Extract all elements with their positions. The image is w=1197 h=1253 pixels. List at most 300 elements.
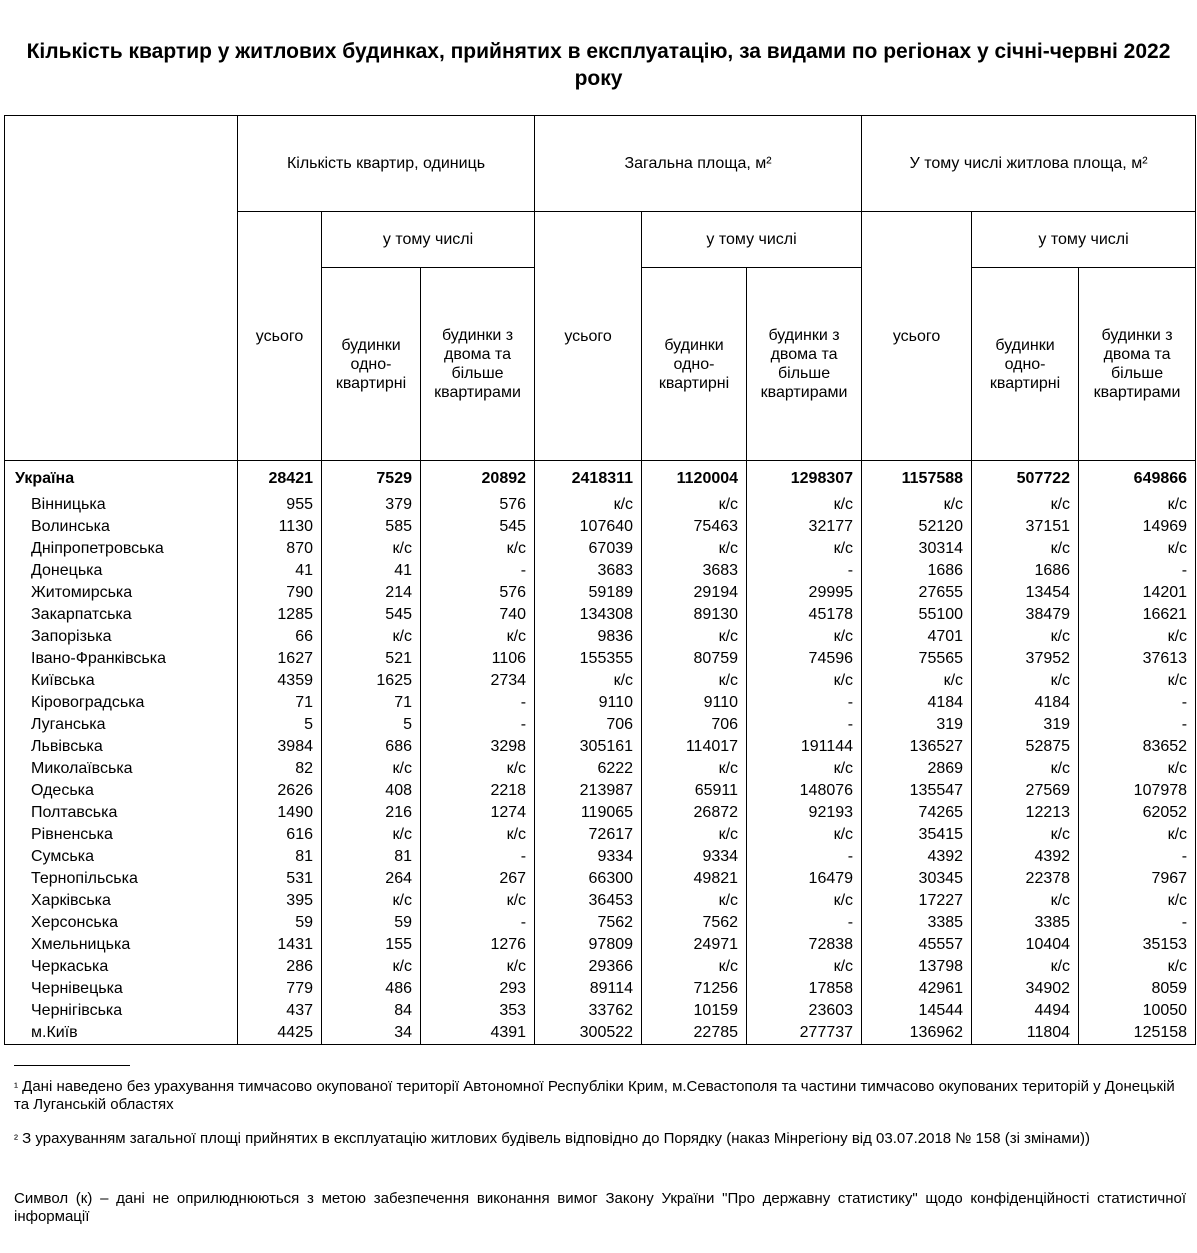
value-cell: 576 [421, 582, 535, 604]
region-name: Луганська [5, 714, 238, 736]
region-name: Україна [5, 461, 238, 491]
value-cell: 71 [322, 692, 421, 714]
value-cell: 80759 [642, 648, 747, 670]
value-cell: к/с [1079, 758, 1196, 780]
value-cell: к/с [642, 890, 747, 912]
region-header-cell [5, 116, 238, 461]
value-cell: 3385 [972, 912, 1079, 934]
region-name: Запорізька [5, 626, 238, 648]
value-cell: 545 [421, 516, 535, 538]
value-cell: 34902 [972, 978, 1079, 1000]
value-cell: 155355 [535, 648, 642, 670]
table-row [5, 912, 1196, 934]
value-cell: 12213 [972, 802, 1079, 824]
value-cell: 7967 [1079, 868, 1196, 890]
value-cell: 55100 [862, 604, 972, 626]
value-cell: 3385 [862, 912, 972, 934]
table-row [5, 648, 1196, 670]
value-cell: к/с [747, 758, 862, 780]
value-cell: 1285 [238, 604, 322, 626]
value-cell: к/с [642, 670, 747, 692]
value-cell: 2418311 [535, 461, 642, 491]
region-name: Кіровоградська [5, 692, 238, 714]
value-cell: 267 [421, 868, 535, 890]
value-cell: 155 [322, 934, 421, 956]
value-cell: к/с [972, 626, 1079, 648]
value-cell: 35415 [862, 824, 972, 846]
value-cell: 740 [421, 604, 535, 626]
value-cell: 17858 [747, 978, 862, 1000]
table-row [5, 890, 1196, 912]
value-cell: к/с [972, 890, 1079, 912]
value-cell: - [747, 912, 862, 934]
value-cell: 1276 [421, 934, 535, 956]
value-cell: 1130 [238, 516, 322, 538]
value-cell: - [421, 692, 535, 714]
group-header-quantity: Кількість квартир, одиниць [238, 116, 535, 212]
data-table [4, 115, 1196, 1045]
value-cell: 779 [238, 978, 322, 1000]
value-cell: 71 [238, 692, 322, 714]
footnote-1-mark: ¹ [14, 1080, 18, 1094]
value-cell: 66300 [535, 868, 642, 890]
value-cell: - [1079, 912, 1196, 934]
table-row [5, 604, 1196, 626]
value-cell: 3683 [642, 560, 747, 582]
value-cell: 134308 [535, 604, 642, 626]
table-row [5, 824, 1196, 846]
value-cell: 136527 [862, 736, 972, 758]
value-cell: 576 [421, 490, 535, 516]
value-cell: к/с [535, 490, 642, 516]
footnote-1 [14, 1078, 1186, 1114]
value-cell: 264 [322, 868, 421, 890]
value-cell: 14969 [1079, 516, 1196, 538]
value-cell: 81 [238, 846, 322, 868]
value-cell: 531 [238, 868, 322, 890]
value-cell: к/с [322, 758, 421, 780]
value-cell: 3683 [535, 560, 642, 582]
value-cell: 545 [322, 604, 421, 626]
value-cell: 9334 [535, 846, 642, 868]
value-cell: 5 [238, 714, 322, 736]
value-cell: 45178 [747, 604, 862, 626]
value-cell: 74265 [862, 802, 972, 824]
value-cell: к/с [1079, 626, 1196, 648]
value-cell: 6222 [535, 758, 642, 780]
header-area-multi: будинки з двома та більше квартирами [747, 268, 862, 461]
value-cell: 1274 [421, 802, 535, 824]
value-cell: 33762 [535, 1000, 642, 1022]
table-body [5, 461, 1196, 1045]
value-cell: 89114 [535, 978, 642, 1000]
value-cell: 37151 [972, 516, 1079, 538]
value-cell: к/с [322, 538, 421, 560]
value-cell: 71256 [642, 978, 747, 1000]
value-cell: к/с [642, 490, 747, 516]
table-row [5, 692, 1196, 714]
value-cell: 72838 [747, 934, 862, 956]
value-cell: 1625 [322, 670, 421, 692]
value-cell: 955 [238, 490, 322, 516]
value-cell: к/с [322, 890, 421, 912]
value-cell: 649866 [1079, 461, 1196, 491]
table-row [5, 978, 1196, 1000]
footnote-2-mark: ² [14, 1132, 18, 1146]
symbol-note: Символ (к) – дані не оприлюднюються з метою забезпечення виконання вимог Закону України "Про державну статистику" щодо конфіденційності статистичної інформації [14, 1190, 1186, 1225]
value-cell: к/с [642, 956, 747, 978]
value-cell: 9110 [642, 692, 747, 714]
value-cell: 790 [238, 582, 322, 604]
region-name: м.Київ [5, 1022, 238, 1045]
value-cell: 62052 [1079, 802, 1196, 824]
value-cell: к/с [642, 824, 747, 846]
value-cell: 20892 [421, 461, 535, 491]
value-cell: 1120004 [642, 461, 747, 491]
value-cell: к/с [862, 490, 972, 516]
value-cell: 8059 [1079, 978, 1196, 1000]
value-cell: 10050 [1079, 1000, 1196, 1022]
value-cell: 45557 [862, 934, 972, 956]
value-cell: к/с [421, 956, 535, 978]
value-cell: к/с [1079, 670, 1196, 692]
value-cell: 706 [535, 714, 642, 736]
value-cell: 1686 [862, 560, 972, 582]
value-cell: 10404 [972, 934, 1079, 956]
value-cell: к/с [747, 538, 862, 560]
value-cell: 26872 [642, 802, 747, 824]
value-cell: к/с [421, 824, 535, 846]
value-cell: к/с [535, 670, 642, 692]
value-cell: к/с [747, 824, 862, 846]
value-cell: 4391 [421, 1022, 535, 1045]
value-cell: - [1079, 846, 1196, 868]
region-name: Івано-Франківська [5, 648, 238, 670]
value-cell: 49821 [642, 868, 747, 890]
value-cell: 66 [238, 626, 322, 648]
value-cell: 1431 [238, 934, 322, 956]
table-row [5, 780, 1196, 802]
value-cell: 2626 [238, 780, 322, 802]
value-cell: 4184 [972, 692, 1079, 714]
value-cell: 37613 [1079, 648, 1196, 670]
value-cell: 36453 [535, 890, 642, 912]
value-cell: 319 [862, 714, 972, 736]
value-cell: 74596 [747, 648, 862, 670]
value-cell: 37952 [972, 648, 1079, 670]
value-cell: к/с [642, 538, 747, 560]
value-cell: 84 [322, 1000, 421, 1022]
region-name: Донецька [5, 560, 238, 582]
table-row [5, 626, 1196, 648]
value-cell: 92193 [747, 802, 862, 824]
value-cell: к/с [1079, 956, 1196, 978]
value-cell: 59189 [535, 582, 642, 604]
table-row [5, 956, 1196, 978]
value-cell: к/с [747, 626, 862, 648]
value-cell: 353 [421, 1000, 535, 1022]
value-cell: 9836 [535, 626, 642, 648]
value-cell: 24971 [642, 934, 747, 956]
footnote-divider [14, 1065, 130, 1066]
region-name: Черкаська [5, 956, 238, 978]
value-cell: 107978 [1079, 780, 1196, 802]
header-area-including: у тому числі [642, 212, 862, 268]
value-cell: 27569 [972, 780, 1079, 802]
value-cell: 2218 [421, 780, 535, 802]
value-cell: 97809 [535, 934, 642, 956]
value-cell: 52120 [862, 516, 972, 538]
footnote-1-text: Дані наведено без урахування тимчасово окупованої території Автономної Республіки Крим, м.Севастополя та частини тимчасово окупованих територій у Донецькій та Луганській областях [14, 1078, 1175, 1113]
value-cell: 1157588 [862, 461, 972, 491]
value-cell: 82 [238, 758, 322, 780]
value-cell: 10159 [642, 1000, 747, 1022]
value-cell: 16479 [747, 868, 862, 890]
value-cell: к/с [322, 824, 421, 846]
value-cell: 319 [972, 714, 1079, 736]
value-cell: 2734 [421, 670, 535, 692]
value-cell: - [421, 846, 535, 868]
value-cell: 7562 [535, 912, 642, 934]
value-cell: 119065 [535, 802, 642, 824]
header-quantity-total: усього [238, 212, 322, 461]
value-cell: 4701 [862, 626, 972, 648]
group-header-total-area: Загальна площа, м² [535, 116, 862, 212]
value-cell: 13454 [972, 582, 1079, 604]
value-cell: 216 [322, 802, 421, 824]
value-cell: 125158 [1079, 1022, 1196, 1045]
value-cell: 65911 [642, 780, 747, 802]
value-cell: 22785 [642, 1022, 747, 1045]
region-name: Тернопільська [5, 868, 238, 890]
value-cell: 9334 [642, 846, 747, 868]
value-cell: - [421, 912, 535, 934]
region-name: Сумська [5, 846, 238, 868]
region-name: Хмельницька [5, 934, 238, 956]
value-cell: - [1079, 714, 1196, 736]
value-cell: 870 [238, 538, 322, 560]
value-cell: к/с [747, 956, 862, 978]
value-cell: 4392 [862, 846, 972, 868]
group-header-living-area: У тому числі житлова площа, м² [862, 116, 1196, 212]
region-name: Херсонська [5, 912, 238, 934]
region-name: Київська [5, 670, 238, 692]
value-cell: 29366 [535, 956, 642, 978]
region-name: Волинська [5, 516, 238, 538]
header-living-multi: будинки з двома та більше квартирами [1079, 268, 1196, 461]
region-name: Чернігівська [5, 1000, 238, 1022]
footnote-2 [14, 1130, 1186, 1148]
value-cell: 35153 [1079, 934, 1196, 956]
region-name: Харківська [5, 890, 238, 912]
value-cell: к/с [972, 538, 1079, 560]
value-cell: к/с [642, 626, 747, 648]
value-cell: 114017 [642, 736, 747, 758]
value-cell: 486 [322, 978, 421, 1000]
value-cell: 521 [322, 648, 421, 670]
value-cell: к/с [1079, 890, 1196, 912]
region-name: Дніпропетровська [5, 538, 238, 560]
value-cell: 16621 [1079, 604, 1196, 626]
value-cell: 14201 [1079, 582, 1196, 604]
header-living-including: у тому числі [972, 212, 1196, 268]
value-cell: к/с [322, 956, 421, 978]
table-row [5, 714, 1196, 736]
value-cell: 379 [322, 490, 421, 516]
value-cell: 75463 [642, 516, 747, 538]
region-name: Вінницька [5, 490, 238, 516]
value-cell: 148076 [747, 780, 862, 802]
header-area-single: будинки одно-квартирні [642, 268, 747, 461]
value-cell: 41 [322, 560, 421, 582]
table-row-ukraine [5, 461, 1196, 491]
table-row [5, 802, 1196, 824]
table-row [5, 846, 1196, 868]
table-row [5, 934, 1196, 956]
footnote-2-text: З урахуванням загальної площі прийнятих в експлуатацію житлових будівель відповідно до Порядку (наказ Мінрегіону від 03.07.2018 № 158 (зі змінами)) [22, 1130, 1090, 1147]
value-cell: 7562 [642, 912, 747, 934]
value-cell: 5 [322, 714, 421, 736]
value-cell: 81 [322, 846, 421, 868]
value-cell: 616 [238, 824, 322, 846]
value-cell: 300522 [535, 1022, 642, 1045]
value-cell: 1298307 [747, 461, 862, 491]
table-row [5, 490, 1196, 516]
value-cell: 42961 [862, 978, 972, 1000]
value-cell: - [1079, 692, 1196, 714]
value-cell: к/с [322, 626, 421, 648]
region-name: Житомирська [5, 582, 238, 604]
value-cell: 11804 [972, 1022, 1079, 1045]
value-cell: 7529 [322, 461, 421, 491]
value-cell: к/с [421, 626, 535, 648]
value-cell: к/с [421, 538, 535, 560]
table-row [5, 516, 1196, 538]
value-cell: 22378 [972, 868, 1079, 890]
value-cell: к/с [1079, 538, 1196, 560]
region-name: Чернівецька [5, 978, 238, 1000]
value-cell: к/с [972, 490, 1079, 516]
header-living-single: будинки одно-квартирні [972, 268, 1079, 461]
value-cell: 83652 [1079, 736, 1196, 758]
table-row [5, 560, 1196, 582]
table-row [5, 1022, 1196, 1045]
value-cell: к/с [1079, 490, 1196, 516]
value-cell: 213987 [535, 780, 642, 802]
value-cell: 27655 [862, 582, 972, 604]
value-cell: 214 [322, 582, 421, 604]
value-cell: 136962 [862, 1022, 972, 1045]
value-cell: 17227 [862, 890, 972, 912]
value-cell: к/с [972, 758, 1079, 780]
value-cell: 30314 [862, 538, 972, 560]
value-cell: 135547 [862, 780, 972, 802]
table-row [5, 670, 1196, 692]
region-name: Полтавська [5, 802, 238, 824]
value-cell: - [421, 560, 535, 582]
value-cell: 34 [322, 1022, 421, 1045]
value-cell: к/с [972, 956, 1079, 978]
value-cell: 32177 [747, 516, 862, 538]
value-cell: к/с [421, 890, 535, 912]
value-cell: 4184 [862, 692, 972, 714]
value-cell: 29995 [747, 582, 862, 604]
value-cell: 585 [322, 516, 421, 538]
table-row [5, 538, 1196, 560]
value-cell: 89130 [642, 604, 747, 626]
value-cell: к/с [747, 490, 862, 516]
value-cell: 72617 [535, 824, 642, 846]
value-cell: к/с [747, 890, 862, 912]
value-cell: 686 [322, 736, 421, 758]
region-name: Рівненська [5, 824, 238, 846]
value-cell: 4494 [972, 1000, 1079, 1022]
header-living-total: усього [862, 212, 972, 461]
value-cell: 107640 [535, 516, 642, 538]
value-cell: 23603 [747, 1000, 862, 1022]
value-cell: 305161 [535, 736, 642, 758]
table-row [5, 1000, 1196, 1022]
table-row [5, 736, 1196, 758]
header-quantity-multi: будинки з двома та більше квартирами [421, 268, 535, 461]
value-cell: 9110 [535, 692, 642, 714]
value-cell: 52875 [972, 736, 1079, 758]
value-cell: 4392 [972, 846, 1079, 868]
value-cell: - [421, 714, 535, 736]
value-cell: - [747, 714, 862, 736]
table-row [5, 758, 1196, 780]
value-cell: 3298 [421, 736, 535, 758]
region-name: Закарпатська [5, 604, 238, 626]
value-cell: 4425 [238, 1022, 322, 1045]
value-cell: к/с [642, 758, 747, 780]
value-cell: - [747, 560, 862, 582]
value-cell: 293 [421, 978, 535, 1000]
value-cell: к/с [1079, 824, 1196, 846]
region-name: Одеська [5, 780, 238, 802]
value-cell: 395 [238, 890, 322, 912]
region-name: Миколаївська [5, 758, 238, 780]
value-cell: к/с [862, 670, 972, 692]
value-cell: - [1079, 560, 1196, 582]
value-cell: 437 [238, 1000, 322, 1022]
value-cell: 14544 [862, 1000, 972, 1022]
value-cell: к/с [972, 670, 1079, 692]
value-cell: 67039 [535, 538, 642, 560]
value-cell: 75565 [862, 648, 972, 670]
value-cell: 408 [322, 780, 421, 802]
value-cell: 59 [238, 912, 322, 934]
page-title: Кількість квартир у житлових будинках, прийнятих в експлуатацію, за видами по регіонах у січні-червні 2022 року [26, 40, 1171, 90]
value-cell: 1686 [972, 560, 1079, 582]
value-cell: 3984 [238, 736, 322, 758]
value-cell: к/с [421, 758, 535, 780]
value-cell: к/с [747, 670, 862, 692]
header-area-total: усього [535, 212, 642, 461]
value-cell: 277737 [747, 1022, 862, 1045]
value-cell: 2869 [862, 758, 972, 780]
value-cell: 191144 [747, 736, 862, 758]
value-cell: 13798 [862, 956, 972, 978]
value-cell: 59 [322, 912, 421, 934]
value-cell: - [747, 692, 862, 714]
value-cell: 4359 [238, 670, 322, 692]
value-cell: 286 [238, 956, 322, 978]
value-cell: 30345 [862, 868, 972, 890]
table-row [5, 868, 1196, 890]
value-cell: 1627 [238, 648, 322, 670]
header-quantity-single: будинки одно-квартирні [322, 268, 421, 461]
